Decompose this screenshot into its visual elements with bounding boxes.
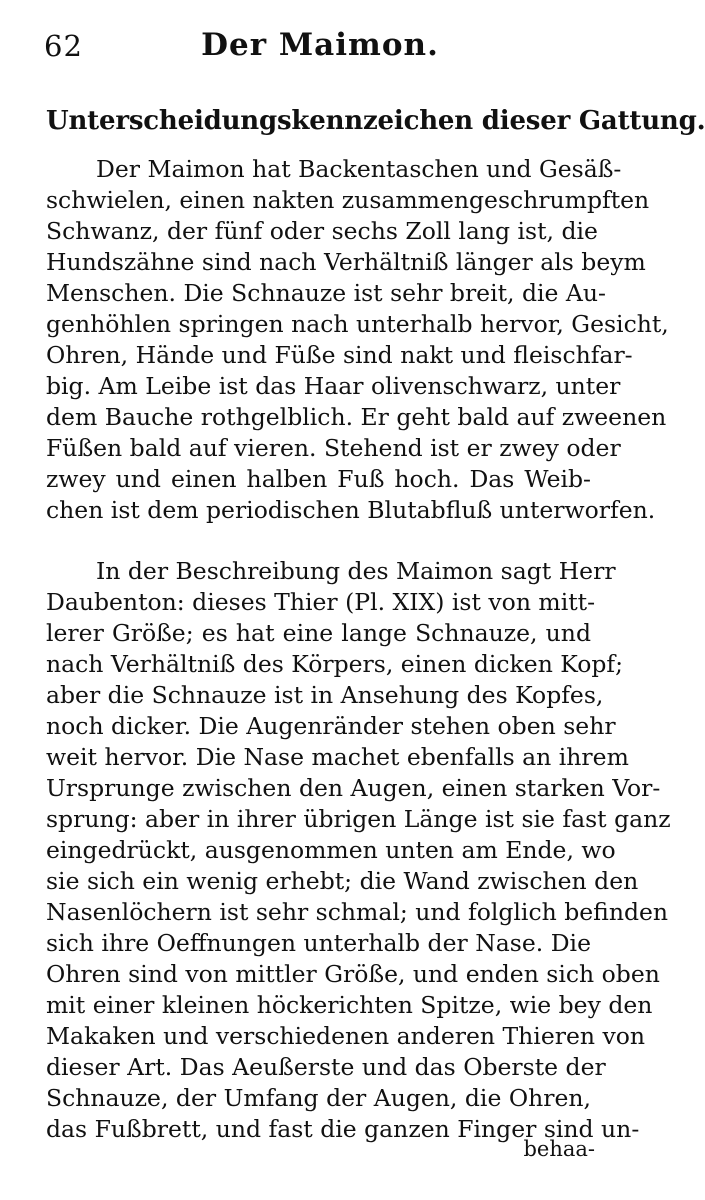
text-line: mit einer kleinen höckerichten Spitze, wie bey den <box>46 991 653 1019</box>
text-line: Makaken und verschiedenen anderen Thieren von <box>46 1022 646 1050</box>
text-line: Daubenton: dieses Thier (Pl. XIX) ist von mitt- <box>46 588 596 616</box>
text-line: eingedrückt, ausgenommen unten am Ende, wo <box>46 836 616 864</box>
text-line: Menschen. Die Schnauze ist sehr breit, die Au- <box>46 279 606 307</box>
text-line: Schnauze, der Umfang der Augen, die Ohren, <box>46 1084 591 1112</box>
text-line: sie sich ein wenig erhebt; die Wand zwischen den <box>46 867 639 895</box>
text-line: Hundszähne sind nach Verhältniß länger als beym <box>46 248 646 276</box>
text-line: sich ihre Oeffnungen unterhalb der Nase. Die <box>46 929 591 957</box>
text-line: nach Verhältniß des Körpers, einen dicken Kopf; <box>46 650 624 678</box>
text-line: chen ist dem periodischen Blutabfluß unterworfen. <box>46 496 656 524</box>
text-line: sprung: aber in ihrer übrigen Länge ist sie fast ganz <box>46 805 671 833</box>
text-line: Ohren, Hände und Füße sind nakt und fleischfar- <box>46 341 633 369</box>
paragraph-2 <box>46 556 671 1145</box>
text-line: Ursprunge zwischen den Augen, einen starken Vor- <box>46 774 661 802</box>
text-line: schwielen, einen nakten zusammengeschrumpften <box>46 186 650 214</box>
section-heading: Unterscheidungskennzeichen dieser Gattung. <box>46 106 705 136</box>
paragraph-1 <box>46 154 669 526</box>
text-line: lerer Größe; es hat eine lange Schnauze, und <box>46 619 591 647</box>
text-line: aber die Schnauze ist in Ansehung des Kopfes, <box>46 681 604 709</box>
running-title: Der Maimon. <box>201 27 439 63</box>
text-line: In der Beschreibung des Maimon sagt Herr <box>96 557 616 585</box>
text-line: Füßen bald auf vieren. Stehend ist er zwey oder <box>46 434 621 462</box>
text-line: noch dicker. Die Augenränder stehen oben sehr <box>46 712 616 740</box>
text-line: Nasenlöchern ist sehr schmal; und folglich befinden <box>46 898 669 926</box>
text-line: Ohren sind von mittler Größe, und enden sich oben <box>46 960 660 988</box>
text-line: Schwanz, der fünf oder sechs Zoll lang ist, die <box>46 217 598 245</box>
text-line: big. Am Leibe ist das Haar olivenschwarz, unter <box>46 372 621 400</box>
text-line: weit hervor. Die Nase machet ebenfalls an ihrem <box>46 743 629 771</box>
text-line: das Fußbrett, und fast die ganzen Finger sind un- <box>46 1115 640 1143</box>
text-line: dem Bauche rothgelblich. Er geht bald auf zweenen <box>46 403 667 431</box>
page-number: 62 <box>44 29 83 63</box>
text-line: zwey und einen halben Fuß hoch. Das Weib- <box>46 465 591 493</box>
text-line: genhöhlen springen nach unterhalb hervor, Gesicht, <box>46 310 669 338</box>
catchword: behaa- <box>523 1137 595 1161</box>
text-line: Der Maimon hat Backentaschen und Gesäß- <box>96 155 622 183</box>
text-line: dieser Art. Das Aeußerste und das Oberste der <box>46 1053 606 1081</box>
